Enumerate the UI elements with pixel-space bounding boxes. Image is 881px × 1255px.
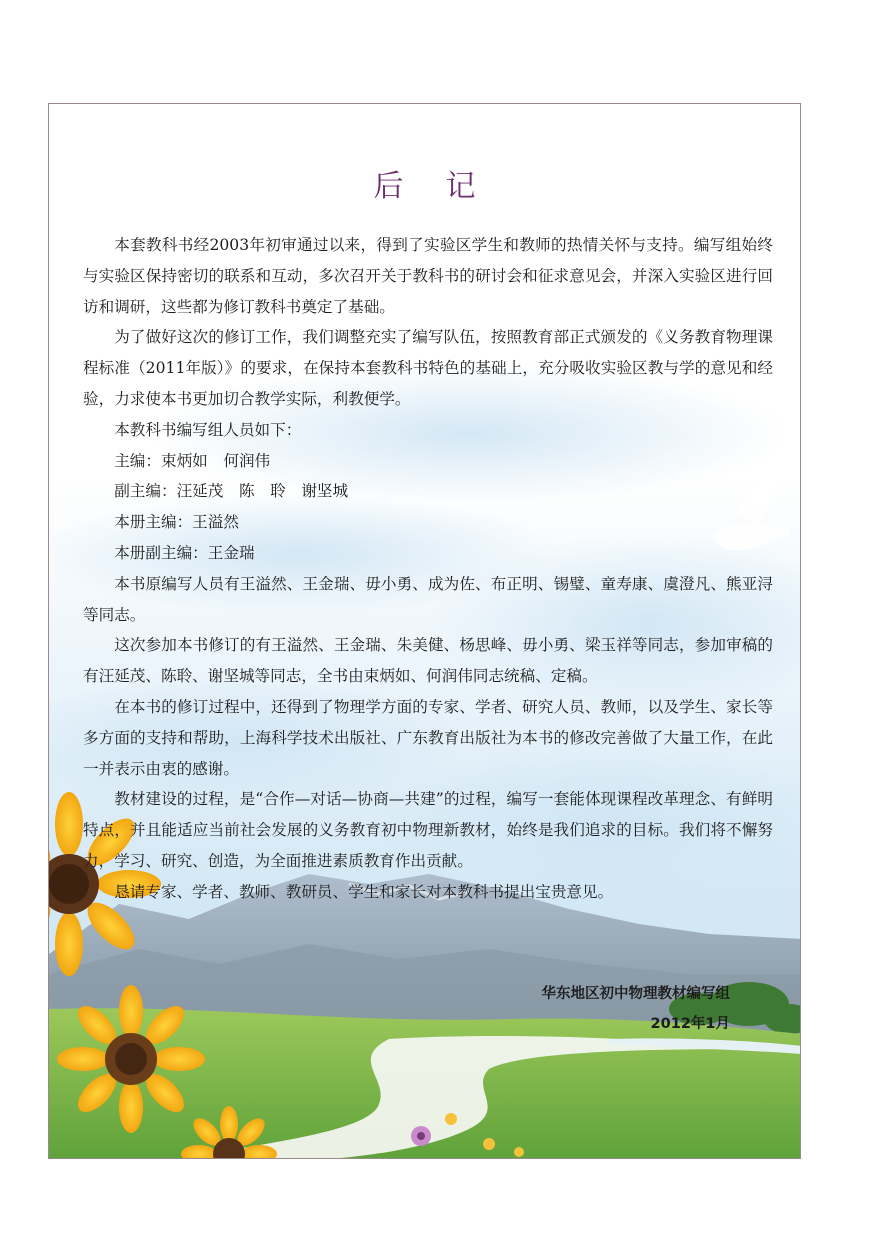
page-frame <box>48 103 801 1159</box>
paragraph: 本教科书编写组人员如下： <box>114 420 302 439</box>
paragraph: 本套教科书经2003年初审通过以来，得到了实验区学生和教师的热情关怀与支持。编写组始终与实验区保持密切的联系和互动，多次召开关于教科书的研讨会和征求意见会，并深入实验区进行回访和调研，这些都为修订教科书奠定了基础。 <box>83 236 773 316</box>
title-char-2: 记 <box>445 169 478 204</box>
paragraph: 教材建设的过程，是“合作—对话—协商—共建”的过程，编写一套能体现课程改革理念、有鲜明特点，并且能适应当前社会发展的义务教育初中物理新教材，始终是我们追求的目标。我们将不懈努力，学习、研究、创造，为全面推进素质教育作出贡献。 <box>83 790 773 870</box>
title-char-1: 后 <box>373 169 406 204</box>
signature-date: 2012年1月 <box>650 1016 730 1032</box>
signature-block <box>542 979 731 1039</box>
paragraph: 恳请专家、学者、教师、教研员、学生和家长对本教科书提出宝贵意见。 <box>114 882 614 901</box>
paragraph: 为了做好这次的修订工作，我们调整充实了编写队伍，按照教育部正式颁发的《义务教育物理课程标准（2011年版）》的要求，在保持本套教科书特色的基础上，充分吸收实验区教与学的意见和经验，力求使本书更加切合教学实际，利教便学。 <box>83 328 773 408</box>
staff-volume-editor: 本册主编：王溢然 <box>114 513 239 532</box>
afterword-body <box>83 230 773 908</box>
staff-volume-deputy-editor: 本册副主编：王金瑞 <box>114 543 255 562</box>
page-title <box>49 161 801 205</box>
paragraph: 本书原编写人员有王溢然、王金瑞、毋小勇、成为佐、布正明、锡璧、童寿康、虞澄凡、熊亚浔等同志。 <box>83 574 773 624</box>
staff-deputy-chief-editors: 副主编：汪延茂 陈 聆 谢坚城 <box>114 482 349 501</box>
paragraph: 这次参加本书修订的有王溢然、王金瑞、朱美健、杨思峰、毋小勇、梁玉祥等同志，参加审稿的有汪延茂、陈聆、谢坚城等同志，全书由束炳如、何润伟同志统稿、定稿。 <box>83 636 773 686</box>
staff-chief-editors: 主编：束炳如 何润伟 <box>114 451 271 470</box>
signature-organization: 华东地区初中物理教材编写组 <box>541 986 730 1002</box>
paragraph: 在本书的修订过程中，还得到了物理学方面的专家、学者、研究人员、教师，以及学生、家长等多方面的支持和帮助，上海科学技术出版社、广东教育出版社为本书的修改完善做了大量工作，在此一并表示由衷的感谢。 <box>83 697 773 778</box>
